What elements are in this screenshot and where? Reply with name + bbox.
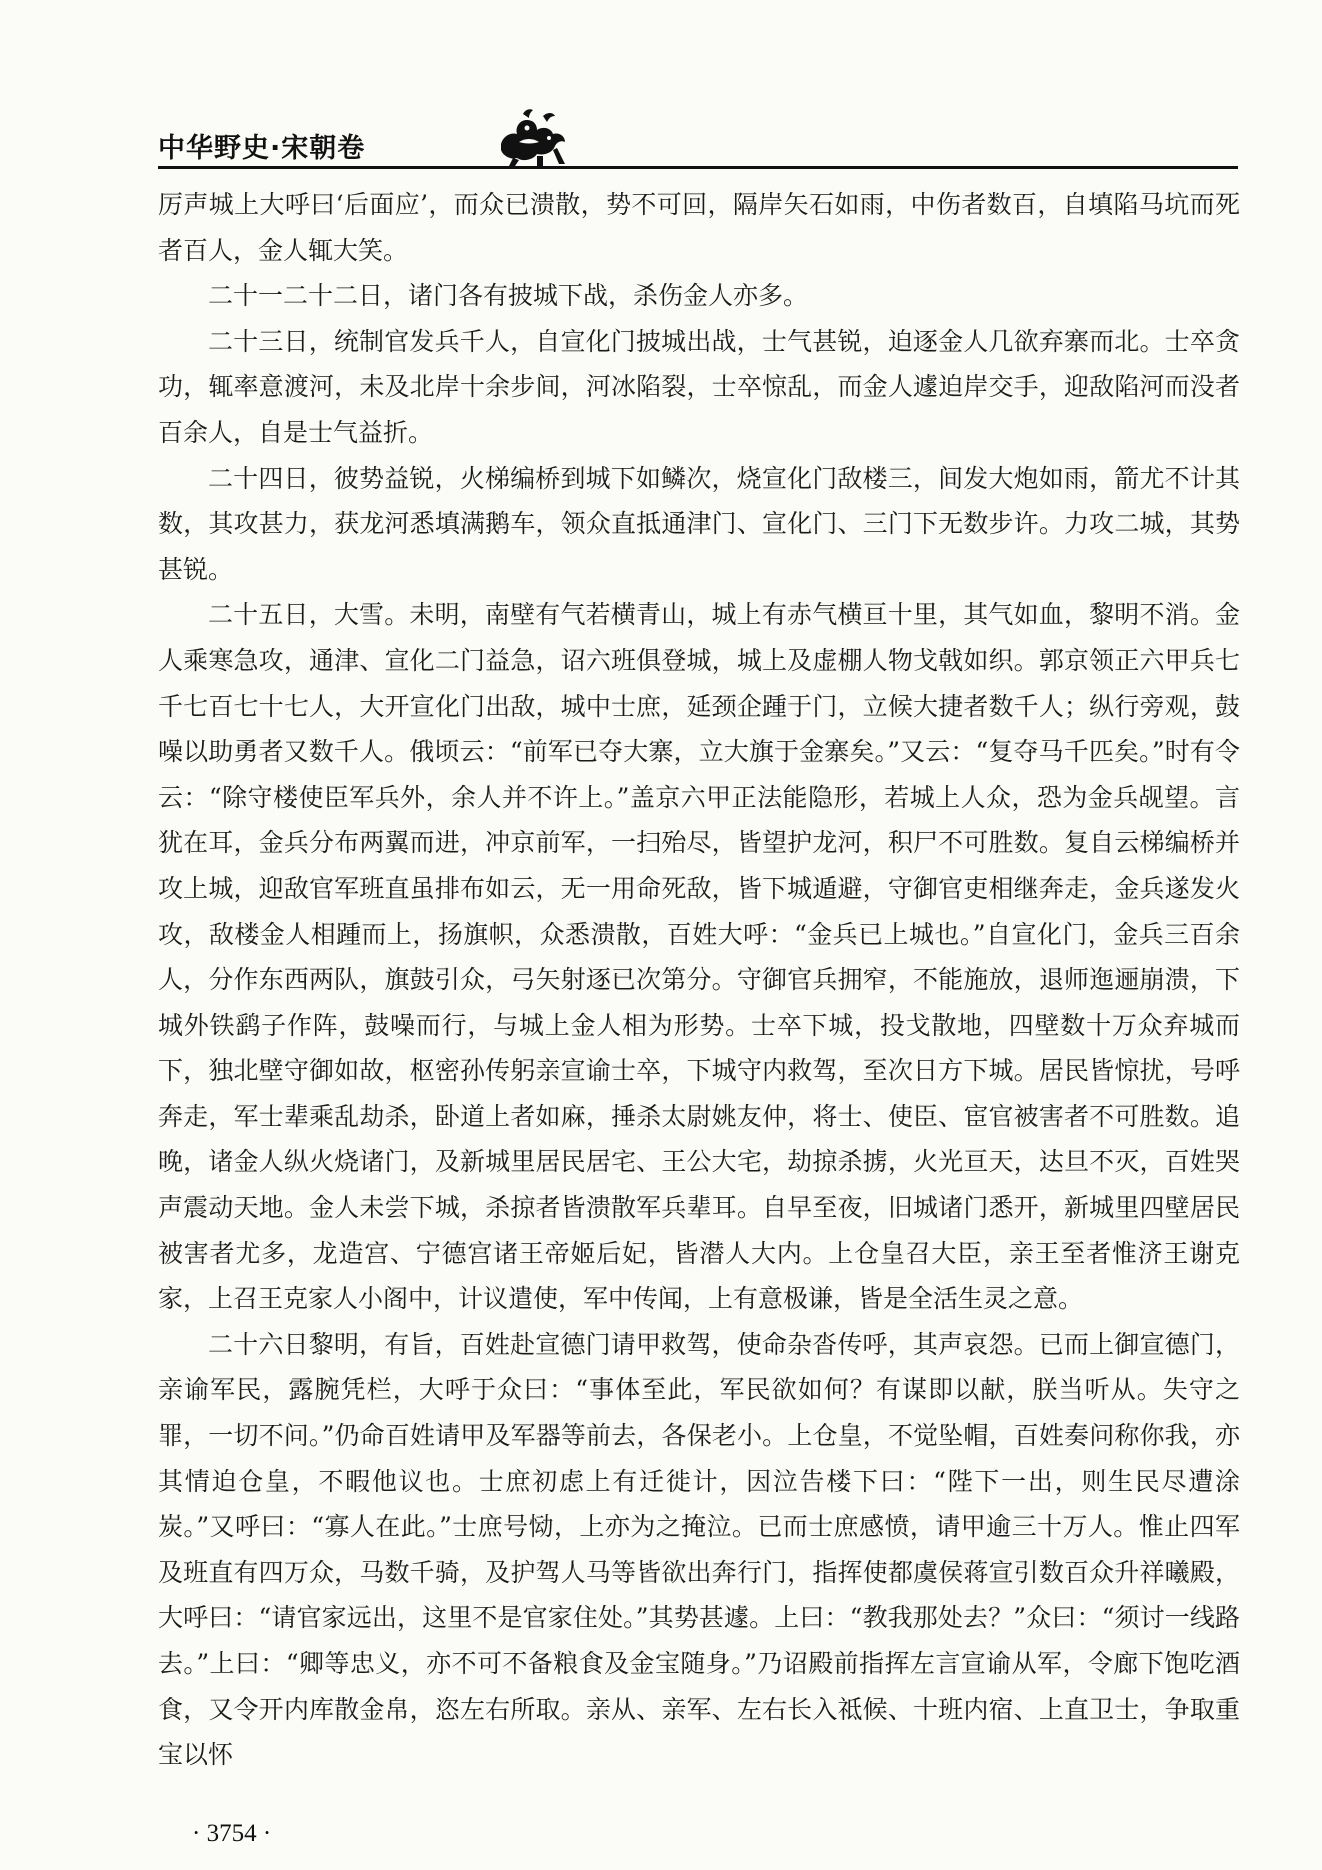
running-header: [158, 118, 1238, 168]
book-title: 中华野史·宋朝卷: [158, 133, 366, 164]
paragraph: 二十四日，彼势益锐，火梯编桥到城下如鳞次，烧宣化门敌楼三，间发大炮如雨，箭尤不计其数，其攻甚力，获龙河悉填满鹅车，领众直抵通津门、宣化门、三门下无数步许。力攻二城，其势甚锐。: [158, 463, 1240, 584]
dragon-emblem-icon: [493, 106, 573, 166]
paragraph: 二十六日黎明，有旨，百姓赴宣德门请甲救驾，使命杂沓传呼，其声哀怨。已而上御宣德门，亲谕军民，露腕凭栏，大呼于众曰：“事体至此，军民欲如何？有谋即以献，朕当听从。失守之罪，一切不问。”仍命百姓请甲及军器等前去，各保老小。上仓皇，不觉坠帽，百姓奏问称你我，亦其情迫仓皇，不暇他议也。士庶初虑上有迁徙计，因泣告楼下曰：“陛下一出，则生民尽遭涂炭。”又呼曰：“寡人在此。”士庶号恸，上亦为之掩泣。已而士庶感愤，请甲逾三十万人。惟止四军及班直有四万众，马数千骑，及护驾人马等皆欲出奔行门，指挥使都虞侯蒋宣引数百众升祥曦殿，大呼曰：“请官家远出，这里不是官家住处。”其势甚遽。上曰：“教我那处去？”众曰：“须讨一线路去。”上曰：“卿等忠义，亦不可不备粮食及金宝随身。”乃诏殿前指挥左言宣谕从军，令廊下饱吃酒食，又令开内库散金帛，恣左右所取。亲从、亲军、左右长入祗候、十班内宿、上直卫士，争取重宝以怀: [158, 1329, 1240, 1770]
body-text: [158, 182, 1240, 1778]
header-rule: [158, 166, 1238, 169]
paragraph: 厉声城上大呼曰‘后面应’，而众已溃散，势不可回，隔岸矢石如雨，中伤者数百，自填陷马坑而死者百人，金人辄大笑。: [158, 190, 1240, 265]
page-number: · 3754 ·: [192, 1820, 272, 1847]
paragraph: 二十一二十二日，诸门各有披城下战，杀伤金人亦多。: [208, 281, 809, 311]
paragraph: 二十五日，大雪。未明，南壁有气若横青山，城上有赤气横亘十里，其气如血，黎明不消。金人乘寒急攻，通津、宣化二门益急，诏六班俱登城，城上及虚棚人物戈戟如织。郭京领正六甲兵七千七百七十七人，大开宣化门出敌，城中士庶，延颈企踵于门，立候大捷者数千人；纵行旁观，鼓噪以助勇者又数千人。俄顷云：“前军已夺大寨，立大旗于金寨矣。”又云：“复夺马千匹矣。”时有令云：“除守楼使臣军兵外，余人并不许上。”盖京六甲正法能隐形，若城上人众，恐为金兵觇望。言犹在耳，金兵分布两翼而进，冲京前军，一扫殆尽，皆望护龙河，积尸不可胜数。复自云梯编桥并攻上城，迎敌官军班直虽排布如云，无一用命死敌，皆下城遁避，守御官吏相继奔走，金兵遂发火攻，敌楼金人相踵而上，扬旗帜，众悉溃散，百姓大呼：“金兵已上城也。”自宣化门，金兵三百余人，分作东西两队，旗鼓引众，弓矢射逐已次第分。守御官兵拥窄，不能施放，退师迤逦崩溃，下城外铁鹞子作阵，鼓噪而行，与城上金人相为形势。士卒下城，投戈散地，四壁数十万众弃城而下，独北壁守御如故，枢密孙传躬亲宣谕士卒，下城守内救驾，至次日方下城。居民皆惊扰，号呼奔走，军士辈乘乱劫杀，卧道上者如麻，捶杀太尉姚友仲，将士、使臣、宦官被害者不可胜数。追晚，诸金人纵火烧诸门，及新城里居民居宅、王公大宅，劫掠杀掳，火光亘天，达旦不灭，百姓哭声震动天地。金人未尝下城，杀掠者皆溃散军兵辈耳。自早至夜，旧城诸门悉开，新城里四壁居民被害者尤多，龙造宫、宁德宫诸王帝姬后妃，皆潜人大内。上仓皇召大臣，亲王至者惟济王谢克家，上召王克家人小阁中，计议遣使，军中传闻，上有意极谦，皆是全活生灵之意。: [158, 600, 1240, 1314]
paragraph: 二十三日，统制官发兵千人，自宣化门披城出战，士气甚锐，迫逐金人几欲弃寨而北。士卒贪功，辄率意渡河，未及北岸十余步间，河冰陷裂，士卒惊乱，而金人遽迫岸交手，迎敌陷河而没者百余人，自是士气益折。: [158, 326, 1240, 447]
